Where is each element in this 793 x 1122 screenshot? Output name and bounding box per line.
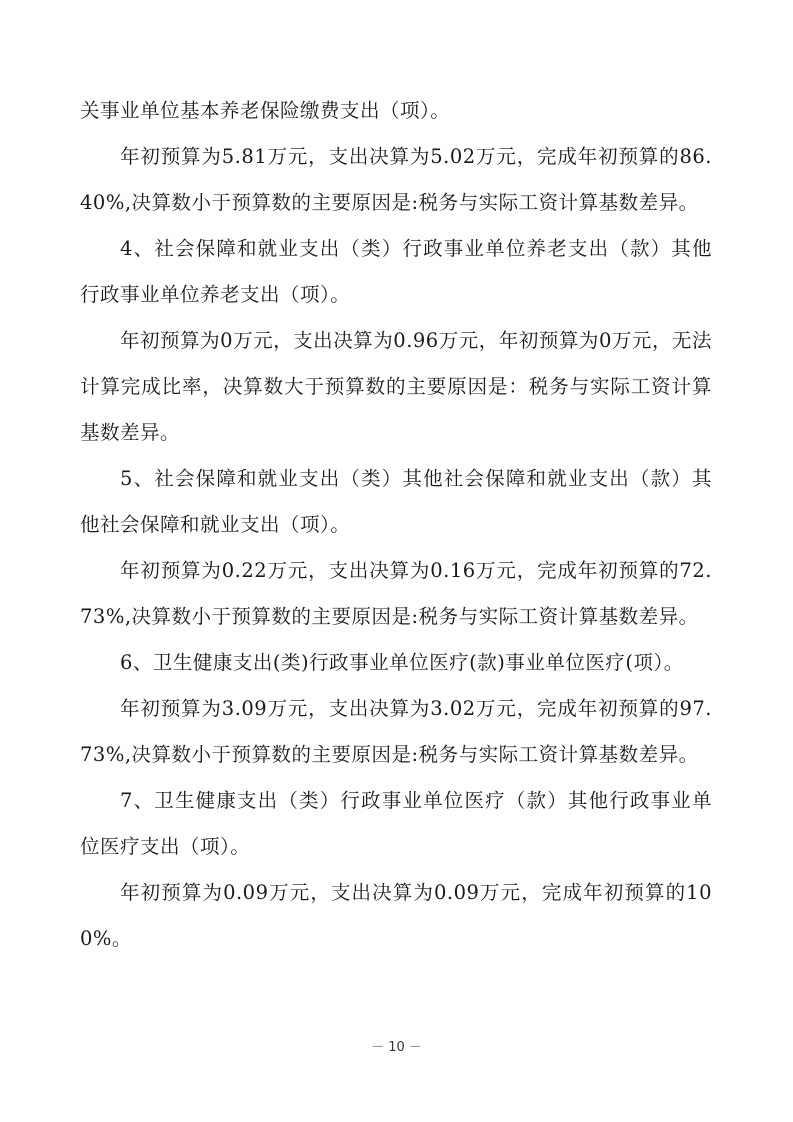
paragraph-item-4-heading: 4、社会保障和就业支出（类）行政事业单位养老支出（款）其他行政事业单位养老支出（项）。 xyxy=(80,237,712,306)
paragraph-budget-5: 年初预算为0.22万元，支出决算为0.16万元，完成年初预算的72.73%,决算数小于预算数的主要原因是:税务与实际工资计算基数差异。 xyxy=(80,559,712,628)
paragraph-budget-3: 年初预算为5.81万元，支出决算为5.02万元，完成年初预算的86.40%,决算数小于预算数的主要原因是:税务与实际工资计算基数差异。 xyxy=(80,145,712,214)
paragraph-item-7-heading: 7、卫生健康支出（类）行政事业单位医疗（款）其他行政事业单位医疗支出（项）。 xyxy=(80,789,712,858)
paragraph-budget-6: 年初预算为3.09万元，支出决算为3.02万元，完成年初预算的97.73%,决算数小于预算数的主要原因是:税务与实际工资计算基数差异。 xyxy=(80,697,712,766)
paragraph-item-6-heading: 6、卫生健康支出(类)行政事业单位医疗(款)事业单位医疗(项）。 xyxy=(120,651,684,674)
paragraph-continuation: 关事业单位基本养老保险缴费支出（项）。 xyxy=(80,99,451,122)
paragraph-item-5-heading: 5、社会保障和就业支出（类）其他社会保障和就业支出（款）其他社会保障和就业支出（项）。 xyxy=(80,467,712,536)
page-number: － 10 － xyxy=(371,1040,422,1055)
paragraph-budget-7: 年初预算为0.09万元，支出决算为0.09万元，完成年初预算的100%。 xyxy=(80,881,712,950)
paragraph-budget-4: 年初预算为0万元，支出决算为0.96万元，年初预算为0万元，无法计算完成比率，决算数大于预算数的主要原因是：税务与实际工资计算基数差异。 xyxy=(80,329,712,444)
document-body xyxy=(80,88,712,962)
